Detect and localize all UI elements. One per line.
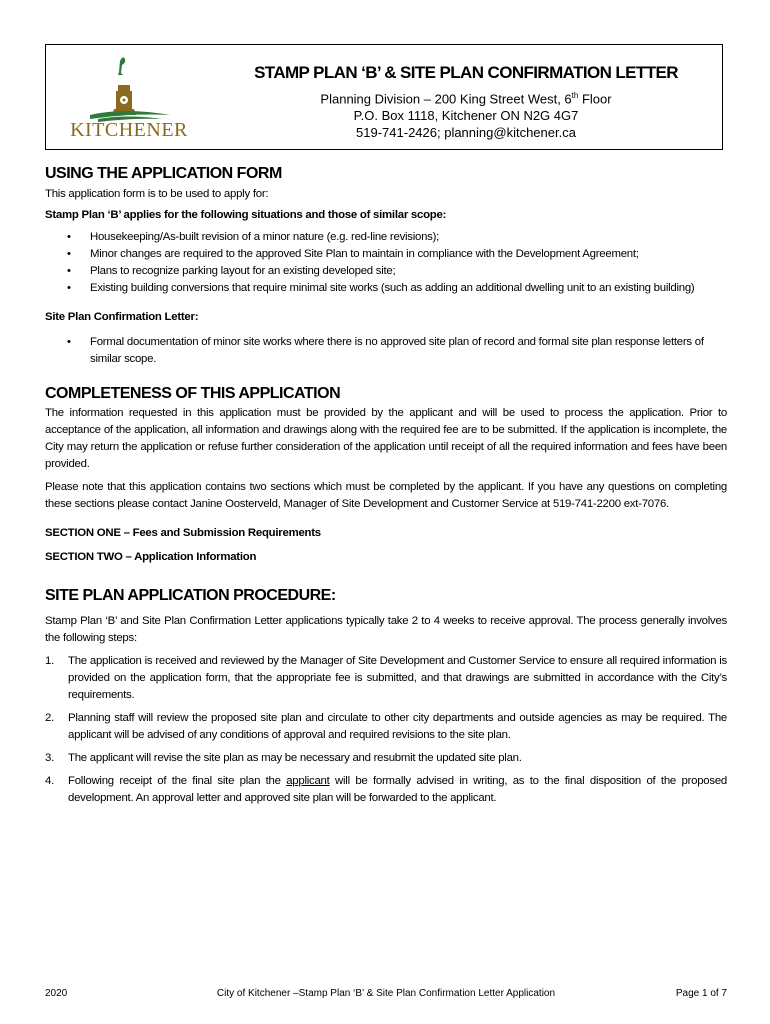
stamp-plan-list [45, 229, 727, 297]
list-item: • Plans to recognize parking layout for an existing developed site; [45, 263, 727, 280]
list-item: • Housekeeping/As-built revision of a minor nature (e.g. red-line revisions); [45, 229, 727, 246]
list-item [45, 750, 727, 767]
document-body [45, 160, 727, 807]
heading-completeness: COMPLETENESS OF THIS APPLICATION [45, 385, 341, 402]
procedure-intro: Stamp Plan ‘B’ and Site Plan Confirmation Letter applications typically take 2 to 4 weeks to receive approval. The process generally involves the following steps: [45, 615, 727, 644]
confirmation-letter-heading: Site Plan Confirmation Letter: [45, 311, 199, 323]
list-item [45, 773, 727, 807]
address-line-1-text: Planning Division – 200 King Street West, 6 [320, 91, 572, 107]
address-line-1-floor: Floor [578, 91, 612, 107]
footer-year: 2020 [45, 988, 68, 999]
step-text-underlined: applicant [286, 775, 330, 787]
step-text-b: will be formally advised in writing, as to the final disposition of the proposed development. An approval letter and approved site plan will be forwarded to the applicant. [68, 775, 727, 804]
document-title: STAMP PLAN ‘B’ & SITE PLAN CONFIRMATION LETTER [254, 63, 678, 82]
step-number: 1. [45, 655, 54, 667]
step-text: Planning staff will review the proposed site plan and circulate to other city departments and outside agencies as may be required. The applicant will be advised of any conditions of approval and required revisions to the site plan. [68, 712, 727, 741]
step-text-a: Following receipt of the final site plan the [68, 775, 287, 787]
header-box [45, 44, 723, 150]
heading-using-application-form: USING THE APPLICATION FORM [45, 165, 282, 182]
logo-wordmark: KITCHENER [70, 119, 188, 141]
section-two-label: SECTION TWO – Application Information [45, 551, 257, 563]
header-text [206, 63, 726, 141]
address-line-1-sup: th [571, 91, 579, 100]
list-item: • Formal documentation of minor site works where there is no approved site plan of record and formal site plan response letters of similar scope. [45, 334, 727, 368]
step-text: The application is received and reviewed by the Manager of Site Development and Customer Service to ensure all required information is provided on the application form, that the appropriate fee is submitted, and that drawings are submitted in accordance with the City’s requirements. [68, 655, 727, 701]
list-item [45, 710, 727, 744]
step-number: 2. [45, 712, 54, 724]
footer-title: City of Kitchener –Stamp Plan ‘B’ & Site Plan Confirmation Letter Application [216, 988, 556, 999]
completeness-paragraph-2: Please note that this application contains two sections which must be completed by the applicant. If you have any questions on completing these sections please contact Janine Oosterveld, Manager of Site Development and Customer Service at 519-741-2200 ext-7076. [45, 481, 727, 510]
address-line-3: 519-741-2426; planning@kitchener.ca [356, 125, 576, 141]
stamp-plan-heading: Stamp Plan ‘B’ applies for the following situations and those of similar scope: [45, 209, 447, 221]
confirmation-list [45, 334, 727, 368]
step-text: The applicant will revise the site plan as may be necessary and resubmit the updated site plan. [68, 752, 522, 764]
list-item [45, 653, 727, 704]
address-line-2: P.O. Box 1118, Kitchener ON N2G 4G7 [353, 108, 579, 124]
section-one-label: SECTION ONE – Fees and Submission Requirements [45, 527, 321, 539]
list-item: • Existing building conversions that require minimal site works (such as adding an additional dwelling unit to an existing building) [45, 280, 727, 297]
intro-text: This application form is to be used to apply for: [45, 188, 269, 200]
footer-page-number: Page 1 of 7 [675, 988, 727, 999]
address-line-1 [206, 87, 726, 107]
procedure-steps [45, 653, 727, 807]
list-item: • Minor changes are required to the approved Site Plan to maintain in compliance with the Development Agreement; [45, 246, 727, 263]
heading-procedure: SITE PLAN APPLICATION PROCEDURE: [45, 587, 336, 604]
step-number: 3. [45, 752, 54, 764]
step-number: 4. [45, 775, 54, 787]
completeness-paragraph-1: The information requested in this application must be provided by the applicant and will be used to process the application. Prior to acceptance of the application, all information and drawings along with the required fee are to be submitted. If the application is incomplete, the City may return the application or refuse further consideration of the application until receipt of all the required information and fees have been provided. [45, 407, 727, 470]
